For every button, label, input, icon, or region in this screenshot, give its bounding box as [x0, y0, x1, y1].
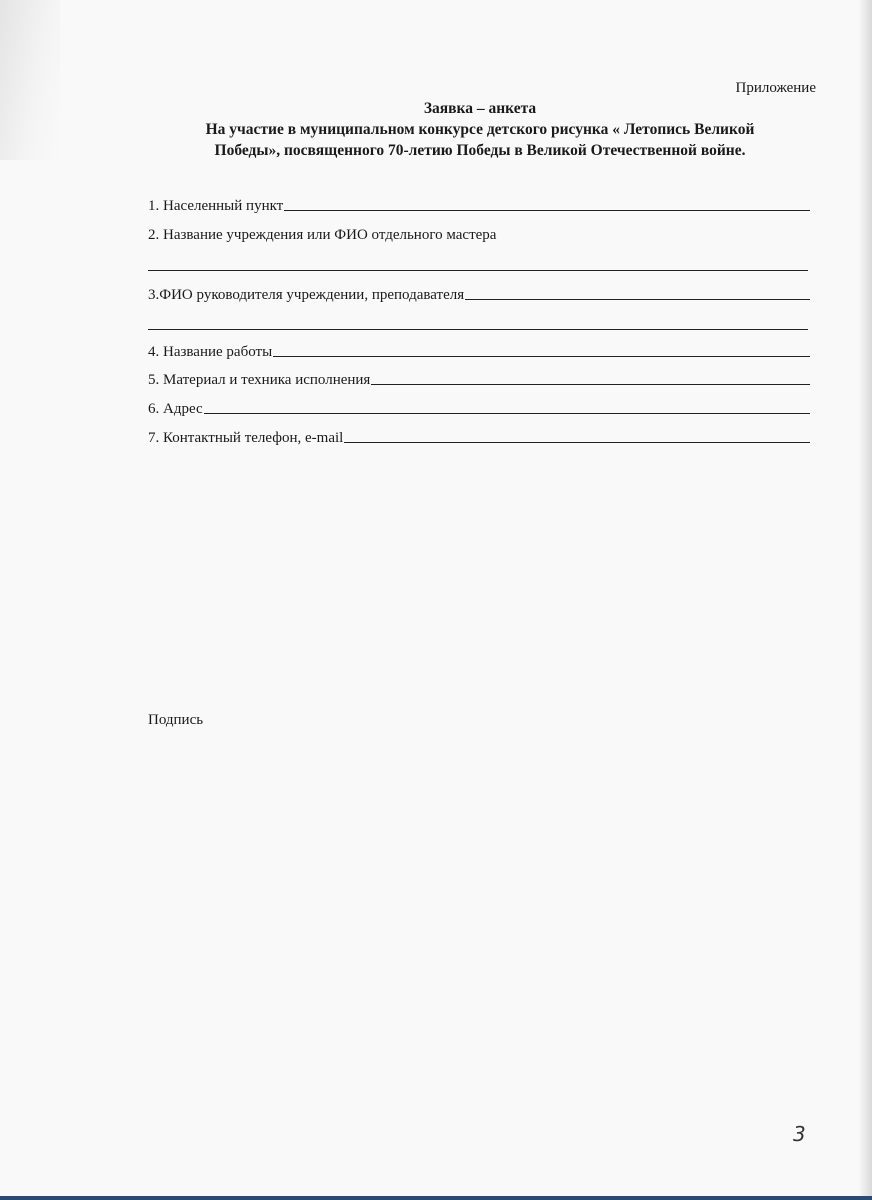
signature-label: Подпись: [148, 712, 204, 728]
field-settlement-label: 1. Населенный пункт: [148, 198, 284, 214]
field-supervisor-label: 3.ФИО руководителя учреждении, преподавателя: [148, 287, 465, 303]
paper-fold-shadow: [0, 0, 60, 160]
field-material-label: 5. Материал и техника исполнения: [148, 372, 371, 388]
field-settlement[interactable]: [148, 193, 810, 215]
field-contacts[interactable]: [148, 425, 810, 447]
field-work-title-label: 4. Название работы: [148, 344, 273, 360]
field-address-blank[interactable]: [204, 413, 810, 414]
form-subtitle-line-1: На участие в муниципальном конкурсе детского рисунка « Летопись Великой: [205, 121, 755, 138]
field-supervisor-blank-2[interactable]: [148, 329, 808, 330]
field-contacts-label: 7. Контактный телефон, e-mail: [148, 430, 344, 446]
form-title: Заявка – анкета: [423, 100, 537, 117]
field-supervisor-blank[interactable]: [465, 299, 810, 300]
appendix-label: Приложение: [735, 80, 816, 96]
field-work-title[interactable]: [148, 339, 810, 361]
scan-bottom-edge: [0, 1196, 872, 1200]
field-contacts-blank[interactable]: [344, 442, 810, 443]
field-material[interactable]: [148, 367, 810, 389]
field-address[interactable]: [148, 396, 810, 418]
field-work-title-blank[interactable]: [273, 356, 810, 357]
field-material-blank[interactable]: [371, 384, 810, 385]
field-settlement-blank[interactable]: [284, 210, 810, 211]
field-institution: [148, 222, 810, 244]
form-subtitle-line-2: Победы», посвященного 70-летию Победы в Великой Отечественной войне.: [214, 142, 746, 159]
form-header: [150, 98, 810, 161]
page-number: 3: [793, 1122, 806, 1146]
field-institution-label: 2. Название учреждения или ФИО отдельного мастера: [148, 227, 497, 243]
field-address-label: 6. Адрес: [148, 401, 203, 417]
paper-edge-shadow: [858, 0, 872, 1200]
field-institution-blank[interactable]: [148, 270, 808, 271]
field-supervisor[interactable]: [148, 282, 810, 304]
